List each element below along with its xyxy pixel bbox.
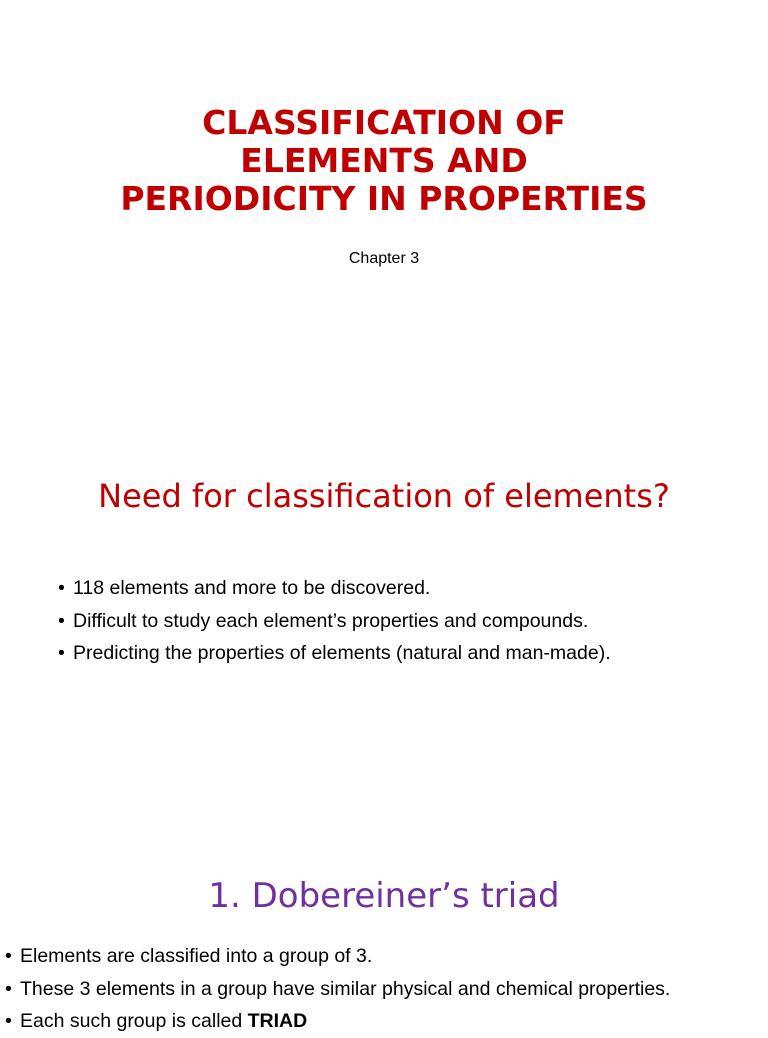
chapter-subtitle: Chapter 3 [348,250,420,267]
slide-need-for-classification [0,384,768,768]
title-line-1: CLASSIFICATION OF [202,103,566,142]
list-item [5,940,670,973]
bullet-marker: • [5,1010,12,1032]
bullet-text: These 3 elements in a group have similar physical and chemical properties. [20,977,671,1000]
bullet-marker: • [58,577,65,599]
title-line-3: PERIODICITY IN PROPERTIES [120,179,648,218]
bullet-text: Predicting the properties of elements (natural and man-made). [73,642,611,664]
bullet-text: Each such group is called [20,1010,248,1032]
slide-title-heading [0,104,768,218]
bullet-marker: • [58,642,65,664]
title-line-2: ELEMENTS AND [240,141,528,180]
list-item [58,605,611,638]
bullet-marker: • [5,945,12,967]
slide-heading: 1. Dobereiner’s triad [208,876,560,916]
slide-dobereiners-triad [0,768,768,1032]
triad-term: TRIAD [247,1010,308,1032]
bullet-list [5,940,670,1038]
bullet-text: 118 elements and more to be discovered. [73,577,431,599]
bullet-text: Difficult to study each element’s properties and compounds. [73,609,589,632]
bullet-marker: • [5,977,12,1000]
list-item [58,572,611,605]
list-item [5,973,670,1006]
bullet-text: Elements are classified into a group of 3. [20,945,373,967]
list-item [58,637,611,670]
bullet-marker: • [58,609,65,632]
slide-title [0,0,768,384]
slide-heading: Need for classification of elements? [98,477,670,515]
bullet-list [58,572,611,670]
list-item [5,1005,670,1038]
